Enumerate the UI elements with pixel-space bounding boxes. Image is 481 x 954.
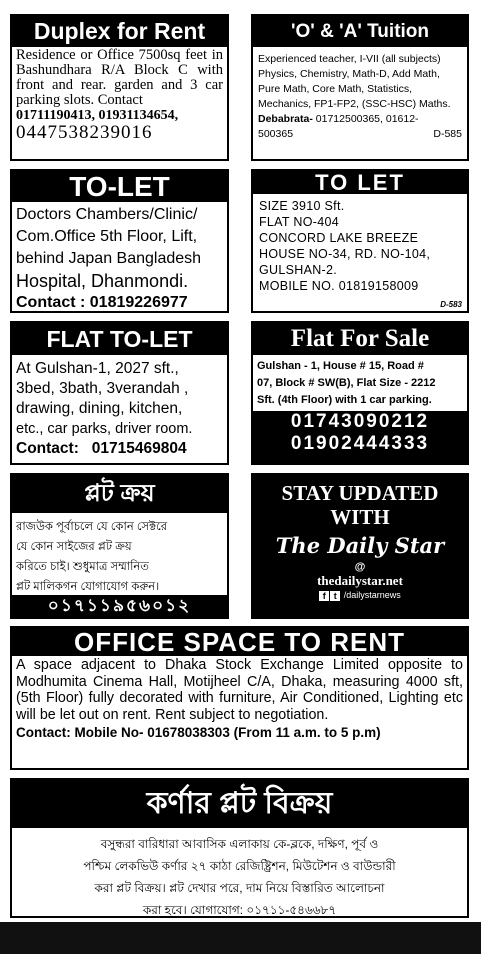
ad-duplex-for-rent [10,14,229,161]
ad-body [253,194,467,294]
ad-contact: Contact: Mobile No- 01678038303 (From 11 a.m. to 5 p.m) [16,725,381,740]
ad-title: Duplex for Rent [12,16,227,47]
ad-title: TO-LET [12,171,227,202]
contact-phones-cont: 500365 [258,128,294,140]
ad-body [12,828,467,918]
contact-phone: 01715469804 [91,440,187,457]
site-url: thedailystar.net [317,573,403,588]
ad-line: Hospital, Dhanmondi. [16,271,189,291]
daily-star-logo: The Daily Star [275,533,445,558]
ad-body: A space adjacent to Dhaka Stock Exchange Limited opposite to Modhumita Cinema Hall, Motijheel C/A, Dhaka, measuring 4000 sft, (5th Floor) fully decorated with furniture, Air Conditioned, Lighting etc will be let out on rent. Rent subject to negotiation. [16,657,463,723]
ad-phone: ০১৭১১৯৫৬০১২ [12,595,227,617]
ad-line: behind Japan Bangladesh [16,250,202,267]
ad-line: Experienced teacher, I-VII (all subjects) [258,53,441,65]
ad-daily-star [251,473,469,619]
ad-headline: STAY UPDATED [281,481,439,505]
ad-tolet-gulshan2 [251,169,469,313]
ad-line: Mechanics, FP1-FP2, (SSC-HSC) Maths. [258,98,451,110]
ad-line: GULSHAN-2. [259,263,338,277]
ad-line: etc., car parks, driver room. [16,421,193,437]
ad-body [253,47,467,142]
ad-body [12,513,227,597]
ad-body [12,202,227,313]
ad-title: 'O' & 'A' Tuition [253,16,467,47]
ad-line: 3bed, 3bath, 3verandah , [16,380,189,397]
ad-line: Gulshan - 1, House # 15, Road # [257,360,424,372]
ad-line: MOBILE NO. 01819158009 [259,279,419,293]
ad-line: SIZE 3910 Sft. [259,199,345,213]
ad-line: প্লট মালিকগন যোগাযোগ করুন। [16,581,160,593]
ad-line: Sft. (4th Floor) with 1 car parking. [257,394,432,406]
ad-phone: 01902444333 [253,433,467,455]
ad-line: বসুন্ধরা বারিধারা আবাসিক এলাকায় কে-ব্লকে, দক্ষিণ, পূর্ব ও [100,837,379,851]
ad-body: Residence or Office 7500sq feet in Bashundhara R/A Block C with front and rear. garden and 3 car parking slots. Contact [16,47,223,108]
ad-line: Com.Office 5th Floor, Lift, [16,228,198,245]
ad-title: FLAT TO-LET [12,323,227,355]
ad-contact [16,439,223,459]
ad-contact: Contact : 01819226977 [16,294,188,311]
ad-line: CONCORD LAKE BREEZE [259,231,419,245]
ad-line: পশ্চিম লেকভিউ কর্ণার ২৭ কাঠা রেজিষ্ট্রিশন, মিউটেশন ও বাউন্ডারী [83,859,396,873]
ad-headline: WITH [330,505,390,529]
ad-tuition [251,14,469,161]
social-handle: /dailystarnews [343,590,401,600]
ad-line: রাজউক পূর্বাচলে যে কোন সেক্টরে [16,521,168,533]
facebook-icon: f [319,591,329,601]
contact-phones: 01712500365, 01612- [315,113,419,125]
at-sign: @ [354,561,366,573]
ad-body [12,355,227,459]
ad-plot-buy [10,473,229,619]
ad-line: 07, Block # SW(B), Flat Size - 2212 [257,377,436,389]
ad-line: করা হবে। যোগাযোগ: ০১৭১১-৫৪৬৬৮৭ [142,903,337,917]
ad-line: drawing, dining, kitchen, [16,400,183,417]
contact-name: Debabrata- [258,113,313,125]
ad-code: D-585 [433,128,462,140]
ad-line: HOUSE NO-34, RD. NO-104, [259,247,431,261]
ad-phones: 01711190413, 01931134654, [16,108,179,123]
ad-line: যে কোন সাইজের প্লট ক্রয় [16,541,132,553]
ad-body [253,355,467,411]
ad-phone-landline: 04475382390​16 [16,122,153,143]
ad-title: TO LET [253,171,467,194]
ad-line: Pure Math, Core Math, Statistics, [258,83,413,95]
contact-label: Contact: [16,440,79,457]
ad-tolet-doctors [10,169,229,313]
ad-title: কর্ণার প্লট বিক্রয় [12,780,467,828]
ad-contact-cont [258,127,462,142]
ad-flat-for-sale [251,321,469,465]
ad-corner-plot [10,778,469,918]
ad-line: করা প্লট বিক্রয়। প্লট দেখার পরে, দাম নিয়ে বিস্তারিত আলোচনা [94,881,385,895]
social-row [253,589,467,602]
ad-line: At Gulshan-1, 2027 sft., [16,360,179,377]
ad-flat-tolet [10,321,229,465]
ad-line: FLAT NO-404 [259,215,339,229]
ad-line: করিতে চাই। শুধুমাত্র সম্মানিত [16,561,149,573]
ad-office-space [10,626,469,770]
ad-line: Doctors Chambers/Clinic/ [16,206,198,223]
ad-line: Physics, Chemistry, Math-D, Add Math, [258,68,440,80]
ad-title: Flat For Sale [253,323,467,355]
ad-contact [258,112,462,127]
ad-phone: 01743090212 [253,411,467,433]
ad-title: OFFICE SPACE TO RENT [12,628,467,656]
twitter-icon: t [330,591,340,601]
page-bottom-bar [0,922,481,954]
ad-code: D-583 [440,300,462,309]
ad-title: প্লট ক্রয় [12,475,227,513]
